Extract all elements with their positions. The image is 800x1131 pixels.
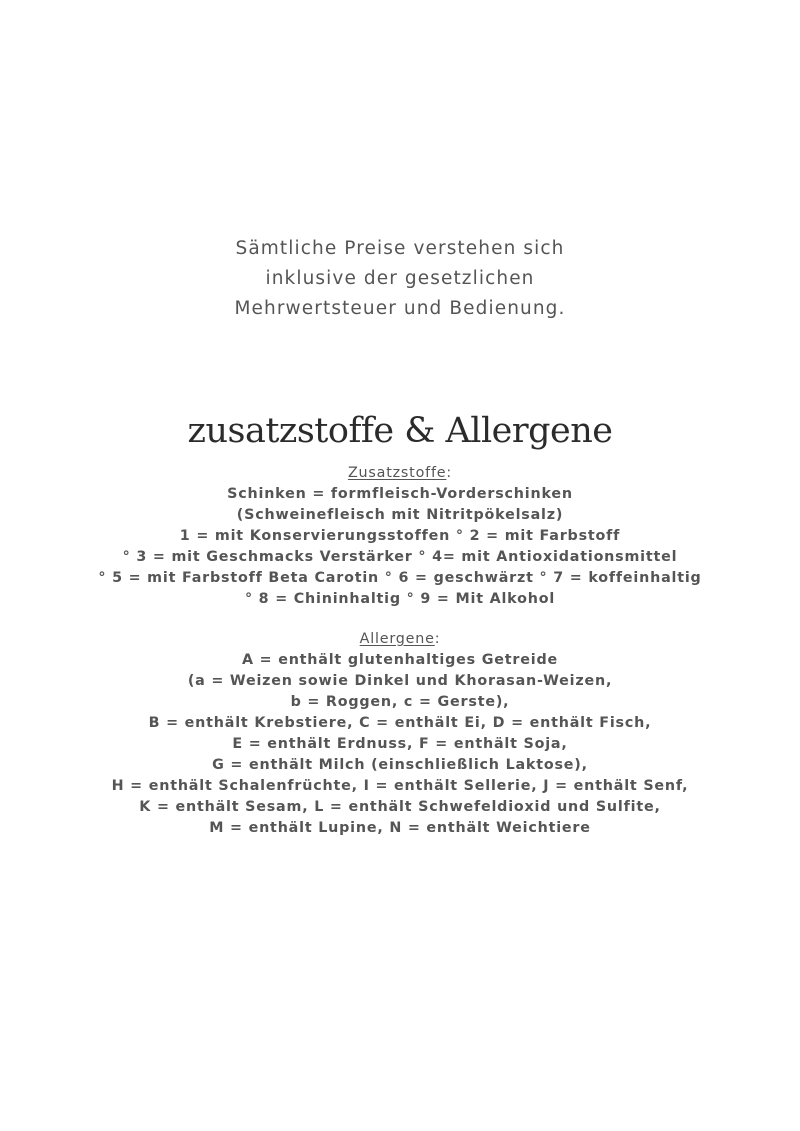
allergens-title-text: Allergene	[359, 631, 435, 647]
allergens-title: Allergene:	[359, 631, 441, 647]
price-note-line: Sämtliche Preise verstehen sich	[235, 238, 565, 259]
additive-line: ° 3 = mit Geschmacks Verstärker ° 4= mit Antioxidationsmittel	[122, 549, 678, 565]
allergens-section	[0, 629, 800, 839]
allergen-line: K = enthält Sesam, L = enthält Schwefeldioxid und Sulfite,	[139, 799, 661, 815]
allergen-line: H = enthält Schalenfrüchte, I = enthält Sellerie, J = enthält Senf,	[111, 778, 689, 794]
allergen-line: G = enthält Milch (einschließlich Laktose),	[212, 757, 588, 773]
allergen-line: M = enthält Lupine, N = enthält Weichtiere	[209, 820, 591, 836]
additives-title: Zusatzstoffe:	[347, 465, 453, 481]
allergen-line: b = Roggen, c = Gerste),	[290, 694, 510, 710]
additive-line: (Schweinefleisch mit Nitritpökelsalz)	[236, 507, 564, 523]
allergen-line: B = enthält Krebstiere, C = enthält Ei, D = enthält Fisch,	[148, 715, 652, 731]
price-note-line: Mehrwertsteuer und Bedienung.	[234, 298, 566, 319]
allergen-line: (a = Weizen sowie Dinkel und Khorasan-Weizen,	[187, 673, 613, 689]
additive-line: ° 5 = mit Farbstoff Beta Carotin ° 6 = geschwärzt ° 7 = koffeinhaltig	[98, 570, 702, 586]
allergen-line: A = enthält glutenhaltiges Getreide	[242, 652, 558, 668]
additive-line: ° 8 = Chininhaltig ° 9 = Mit Alkohol	[244, 591, 556, 607]
additives-section	[0, 463, 800, 610]
additives-title-text: Zusatzstoffe	[347, 465, 447, 481]
additive-line: Schinken = formfleisch-Vorderschinken	[227, 486, 573, 502]
section-heading: zusatzstoffe & Allergene	[187, 411, 613, 451]
additive-line: 1 = mit Konservierungsstoffen ° 2 = mit Farbstoff	[179, 528, 621, 544]
price-note-line: inklusive der gesetzlichen	[265, 268, 535, 289]
allergen-line: E = enthält Erdnuss, F = enthält Soja,	[232, 736, 568, 752]
price-note	[0, 234, 800, 324]
